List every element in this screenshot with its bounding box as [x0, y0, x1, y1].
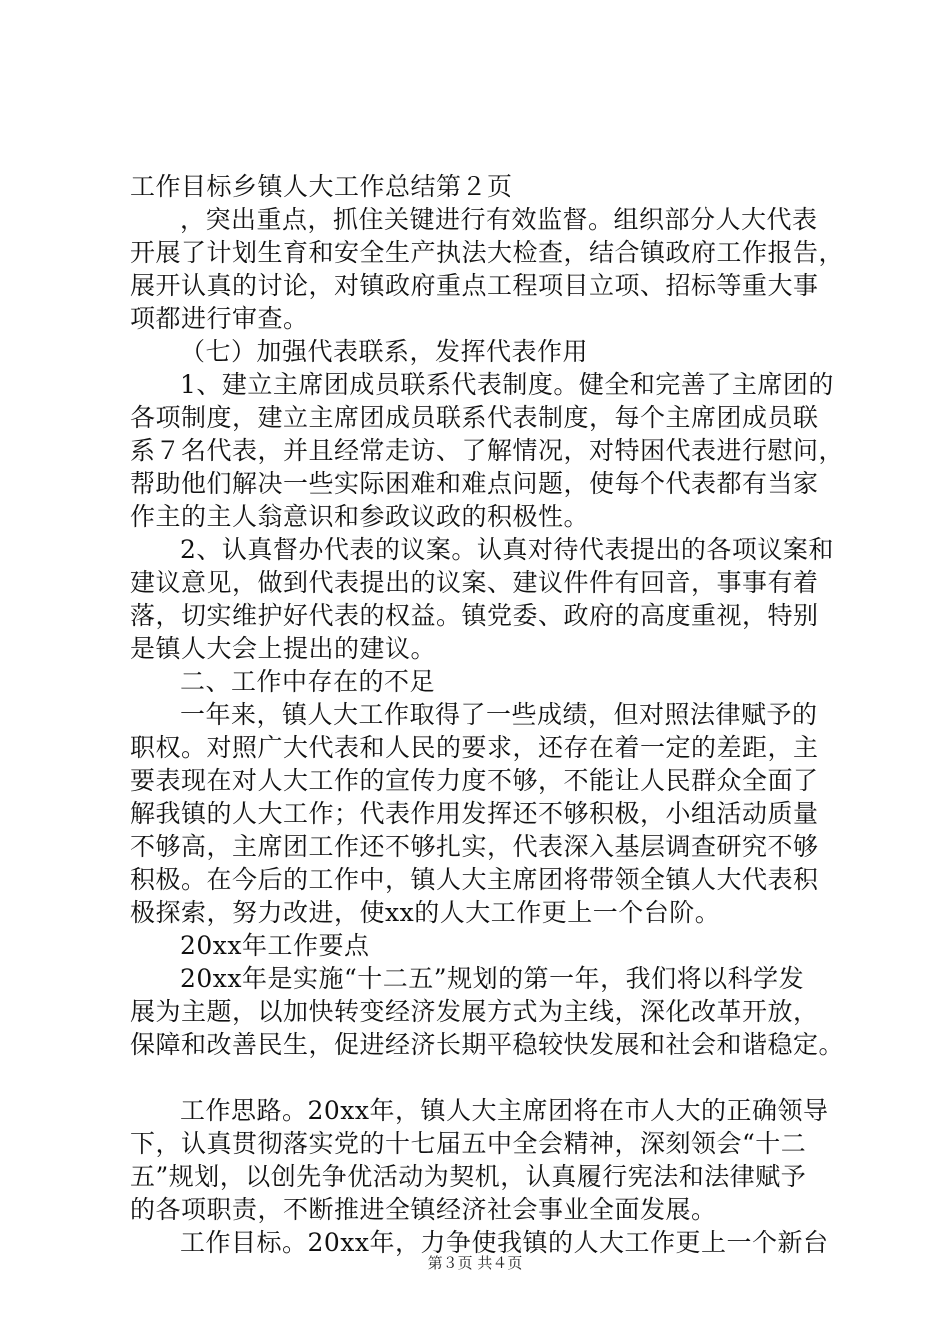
paragraph-line: 展为主题，以加快转变经济发展方式为主线，深化改革开放， — [130, 997, 819, 1026]
paragraph-line: 1、建立主席团成员联系代表制度。健全和完善了主席团的 — [180, 370, 834, 399]
document-body — [130, 170, 850, 1259]
paragraph-line: 建议意见，做到代表提出的议案、建议件件有回音，事事有着 — [130, 568, 819, 597]
paragraph-line: 是镇人大会上提出的建议。 — [130, 634, 437, 663]
paragraph-line: 各项制度，建立主席团成员联系代表制度，每个主席团成员联 — [130, 403, 819, 432]
paragraph-line: 极探索，努力改进，使xx的人大工作更上一个台阶。 — [130, 898, 721, 927]
paragraph-line: 项都进行审查。 — [130, 304, 309, 333]
document-title: 工作目标乡镇人大工作总结第２页 — [130, 172, 513, 201]
paragraph-line: 展开认真的讨论，对镇政府重点工程项目立项、招标等重大事 — [130, 271, 819, 300]
section-heading: 二、工作中存在的不足 — [180, 667, 436, 696]
blank-line — [130, 1061, 850, 1094]
paragraph-line: 不够高，主席团工作还不够扎实，代表深入基层调查研究不够 — [130, 832, 819, 861]
paragraph-line: 五”规划，以创先争优活动为契机，认真履行宪法和法律赋予 — [130, 1162, 807, 1191]
paragraph-line: 开展了计划生育和安全生产执法大检查，结合镇政府工作报告， — [130, 238, 845, 267]
paragraph-line: 保障和改善民生，促进经济长期平稳较快发展和社会和谐稳定。 — [130, 1030, 845, 1059]
paragraph-line: 积极。在今后的工作中，镇人大主席团将带领全镇人大代表积 — [130, 865, 819, 894]
section-heading: 20xx年工作要点 — [180, 931, 370, 960]
paragraph-line: 的各项职责，不断推进全镇经济社会事业全面发展。 — [130, 1195, 717, 1224]
paragraph-line: ，突出重点，抓住关键进行有效监督。组织部分人大代表 — [180, 205, 818, 234]
paragraph-line: 要表现在对人大工作的宣传力度不够，不能让人民群众全面了 — [130, 766, 819, 795]
paragraph-line: 下，认真贯彻落实党的十七届五中全会精神，深刻领会“十二 — [130, 1129, 807, 1158]
paragraph-line: 落，切实维护好代表的权益。镇党委、政府的高度重视，特别 — [130, 601, 819, 630]
paragraph-line: 20xx年是实施“十二五”规划的第一年，我们将以科学发 — [180, 964, 805, 993]
paragraph-line: 一年来，镇人大工作取得了一些成绩，但对照法律赋予的 — [180, 700, 818, 729]
page-footer: 第３页 共４页 — [427, 1254, 523, 1272]
paragraph-line: 工作思路。20xx年，镇人大主席团将在市人大的正确领导 — [180, 1096, 829, 1125]
paragraph-line: 作主的主人翁意识和参政议政的积极性。 — [130, 502, 590, 531]
paragraph-line: 解我镇的人大工作；代表作用发挥还不够积极，小组活动质量 — [130, 799, 819, 828]
paragraph-line: 职权。对照广大代表和人民的要求，还存在着一定的差距，主 — [130, 733, 819, 762]
paragraph-line: 2、认真督办代表的议案。认真对待代表提出的各项议案和 — [180, 535, 834, 564]
paragraph-line: 工作目标。20xx年，力争使我镇的人大工作更上一个新台 — [180, 1228, 829, 1257]
paragraph-line: 帮助他们解决一些实际困难和难点问题，使每个代表都有当家 — [130, 469, 819, 498]
paragraph-line: 系７名代表，并且经常走访、了解情况，对特困代表进行慰问， — [130, 436, 845, 465]
section-heading: （七）加强代表联系，发挥代表作用 — [180, 337, 589, 366]
